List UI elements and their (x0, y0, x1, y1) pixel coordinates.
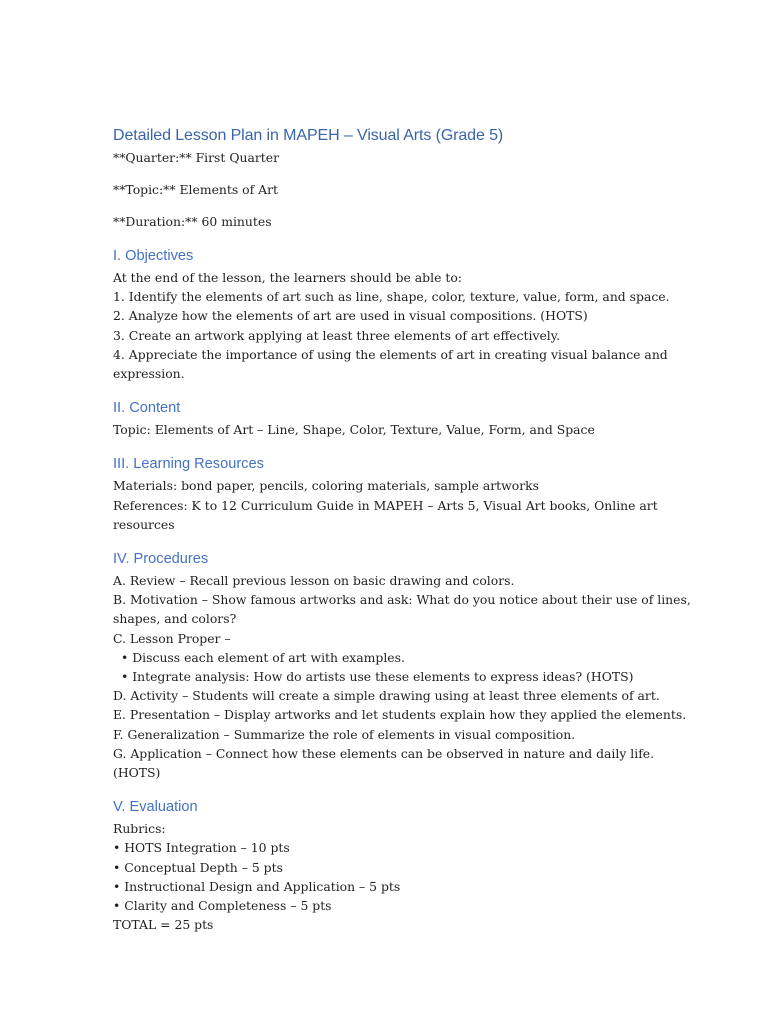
quarter-line: **Quarter:** First Quarter (113, 150, 280, 165)
resources-line: resources (113, 516, 175, 532)
evaluation-line: Rubrics: (113, 821, 166, 837)
duration-line: **Duration:** 60 minutes (113, 214, 272, 229)
resources-heading: III. Learning Resources (113, 456, 264, 473)
resources-line: Materials: bond paper, pencils, coloring materials, sample artworks (113, 478, 539, 494)
objectives-line: At the end of the lesson, the learners should be able to: (113, 270, 462, 285)
content-line: Topic: Elements of Art – Line, Shape, Color, Texture, Value, Form, and Space (113, 422, 595, 438)
objectives-heading: I. Objectives (113, 248, 194, 264)
objectives-line: 3. Create an artwork applying at least three elements of art effectively. (113, 327, 561, 343)
procedures-line: C. Lesson Proper – (113, 630, 231, 646)
content-section (113, 420, 673, 439)
procedures-bullet: • Discuss each element of art with examples. (121, 649, 405, 665)
procedures-bullet: • Integrate analysis: How do artists use these elements to express ideas? (HOTS) (121, 669, 634, 685)
evaluation-section (113, 819, 673, 934)
lesson-plan-document (113, 124, 691, 934)
resources-line: References: K to 12 Curriculum Guide in MAPEH – Arts 5, Visual Art books, Online art (113, 497, 658, 513)
objectives-section (113, 268, 673, 383)
evaluation-heading: V. Evaluation (113, 799, 198, 816)
topic-line: **Topic:** Elements of Art (113, 182, 279, 197)
content-heading: II. Content (113, 400, 181, 417)
procedures-section (113, 571, 691, 782)
procedures-heading: IV. Procedures (113, 551, 209, 568)
procedures-line: shapes, and colors? (113, 611, 237, 627)
rubric-item: • Conceptual Depth – 5 pts (113, 859, 283, 875)
rubric-item: • Instructional Design and Application – 5 pts (113, 878, 401, 894)
procedures-line: (HOTS) (113, 765, 161, 781)
procedures-line: D. Activity – Students will create a simple drawing using at least three elements of art. (113, 688, 660, 704)
procedures-line: F. Generalization – Summarize the role of elements in visual composition. (113, 726, 576, 742)
resources-section (113, 476, 673, 534)
objectives-line: expression. (113, 366, 185, 382)
procedures-line: E. Presentation – Display artworks and let students explain how they applied the elements. (113, 707, 687, 723)
procedures-line: B. Motivation – Show famous artworks and ask: What do you notice about their use of lines, (113, 592, 691, 608)
objectives-line: 1. Identify the elements of art such as line, shape, color, texture, value, form, and space. (113, 289, 670, 305)
rubric-item: • HOTS Integration – 10 pts (113, 840, 290, 856)
procedures-line: G. Application – Connect how these elements can be observed in nature and daily life. (113, 745, 655, 761)
document-title: Detailed Lesson Plan in MAPEH – Visual Arts (Grade 5) (113, 127, 504, 144)
objectives-line: 2. Analyze how the elements of art are used in visual compositions. (HOTS) (113, 308, 588, 324)
procedures-line: A. Review – Recall previous lesson on basic drawing and colors. (113, 573, 515, 589)
rubric-total: TOTAL = 25 pts (113, 917, 214, 933)
objectives-line: 4. Appreciate the importance of using the elements of art in creating visual balance and (113, 346, 668, 362)
rubric-item: • Clarity and Completeness – 5 pts (113, 898, 332, 914)
